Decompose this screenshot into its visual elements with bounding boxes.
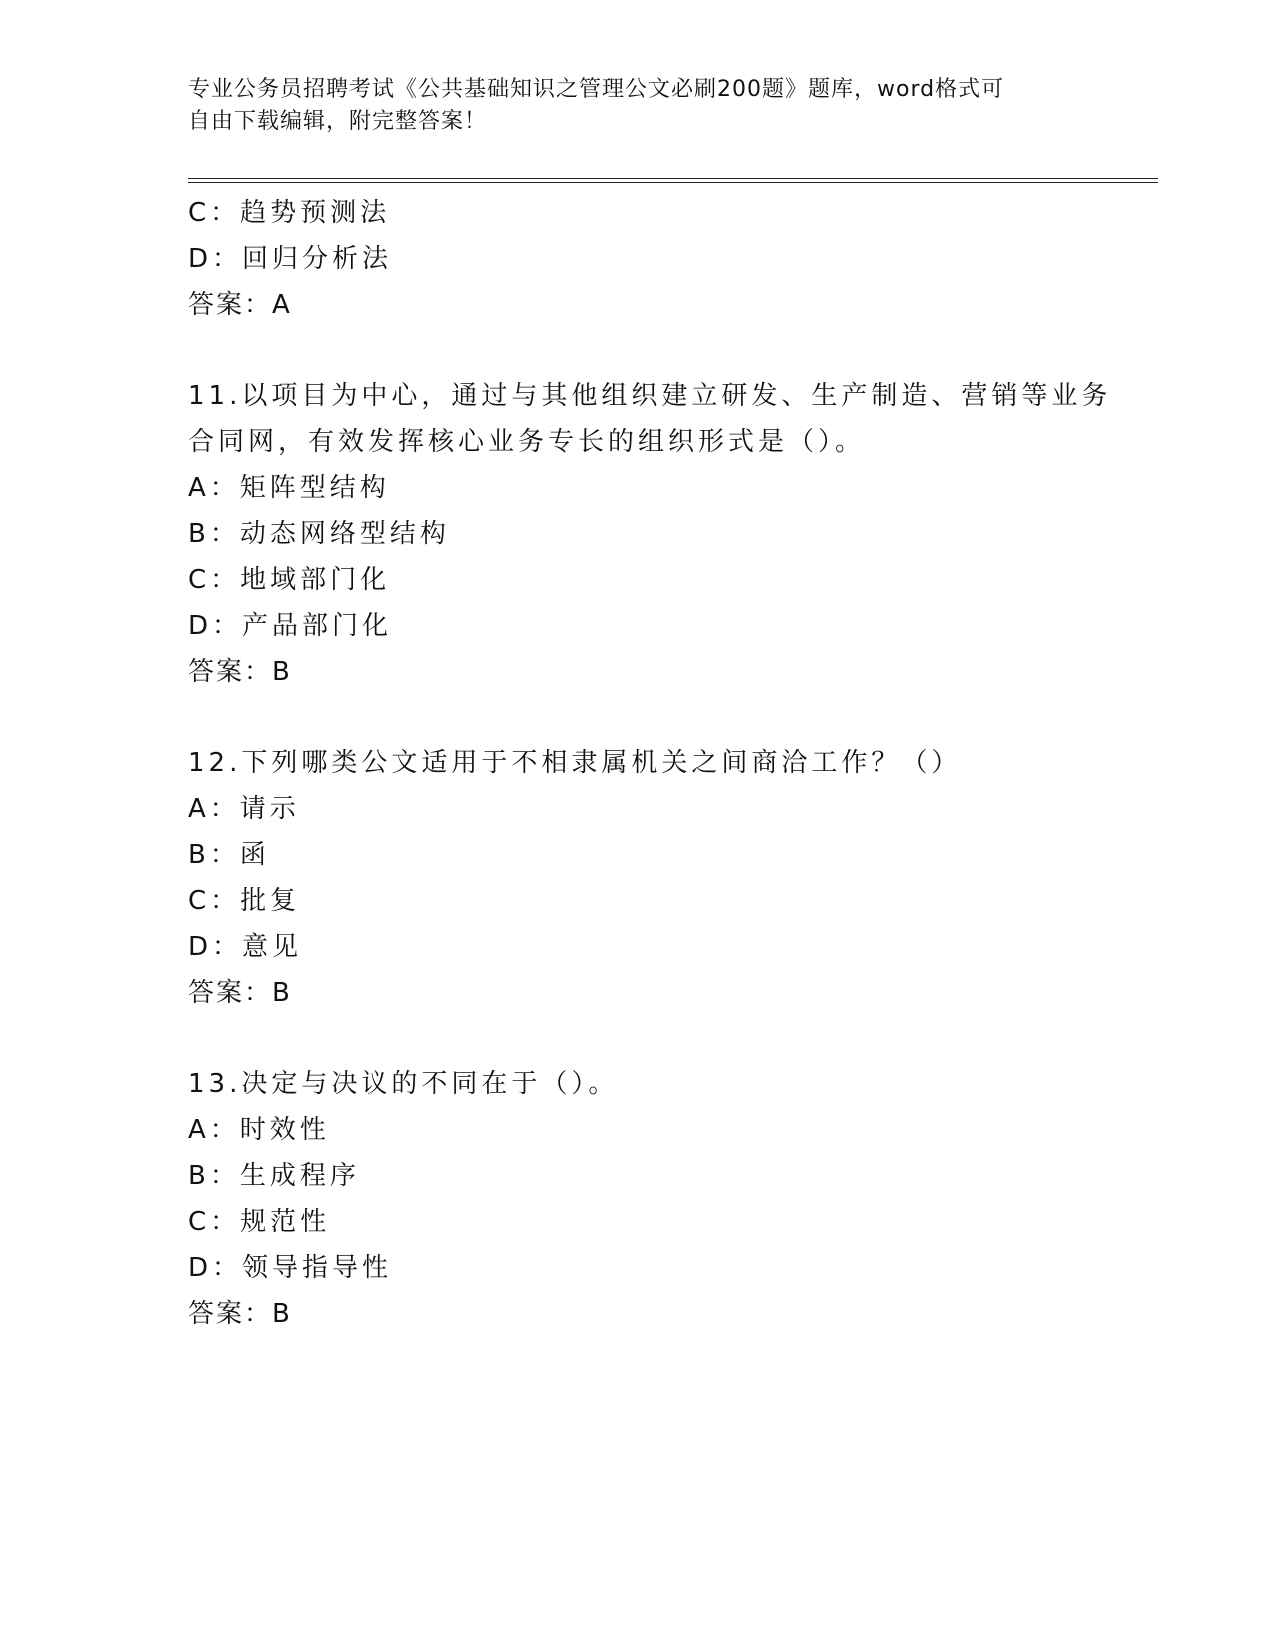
option-b: B：动态网络型结构 <box>188 519 450 549</box>
question-11 <box>188 373 1112 695</box>
answer-line: 答案：B <box>188 978 292 1008</box>
question-13 <box>188 1061 1088 1337</box>
document-body <box>188 190 1112 1337</box>
answer-line: 答案：B <box>188 1299 292 1329</box>
option-b: B：函 <box>188 840 270 870</box>
option-a: A：请示 <box>188 794 300 824</box>
answer-line: 答案：A <box>188 290 292 320</box>
question-text-continued: 合同网，有效发挥核心业务专长的组织形式是（）。 <box>188 427 866 457</box>
answer-line: 答案：B <box>188 657 292 687</box>
question-text: 11.以项目为中心，通过与其他组织建立研发、生产制造、营销等业务 <box>188 381 1112 411</box>
question-text: 12.下列哪类公文适用于不相隶属机关之间商洽工作？（） <box>188 748 962 778</box>
header-divider <box>188 178 1158 179</box>
option-d: D：回归分析法 <box>188 244 393 274</box>
header-divider-secondary <box>188 182 1158 183</box>
option-d: D：领导指导性 <box>188 1253 393 1283</box>
question-text: 13.决定与决议的不同在于（）。 <box>188 1069 619 1099</box>
previous-question-tail <box>188 190 1088 328</box>
option-c: C：规范性 <box>188 1207 331 1237</box>
spacer <box>188 695 1088 740</box>
option-c: C：地域部门化 <box>188 565 391 595</box>
option-d: D：意见 <box>188 932 303 962</box>
option-c: C：批复 <box>188 886 301 916</box>
document-header <box>188 74 1068 138</box>
option-a: A：矩阵型结构 <box>188 473 390 503</box>
option-c: C：趋势预测法 <box>188 198 391 228</box>
spacer <box>188 1016 1088 1061</box>
header-line-1: 专业公务员招聘考试《公共基础知识之管理公文必刷200题》题库，word格式可 <box>188 77 1005 102</box>
option-d: D：产品部门化 <box>188 611 393 641</box>
header-line-2: 自由下载编辑，附完整答案！ <box>188 109 488 134</box>
option-a: A：时效性 <box>188 1115 330 1145</box>
question-12 <box>188 740 1088 1016</box>
option-b: B：生成程序 <box>188 1161 360 1191</box>
spacer <box>188 328 1088 373</box>
